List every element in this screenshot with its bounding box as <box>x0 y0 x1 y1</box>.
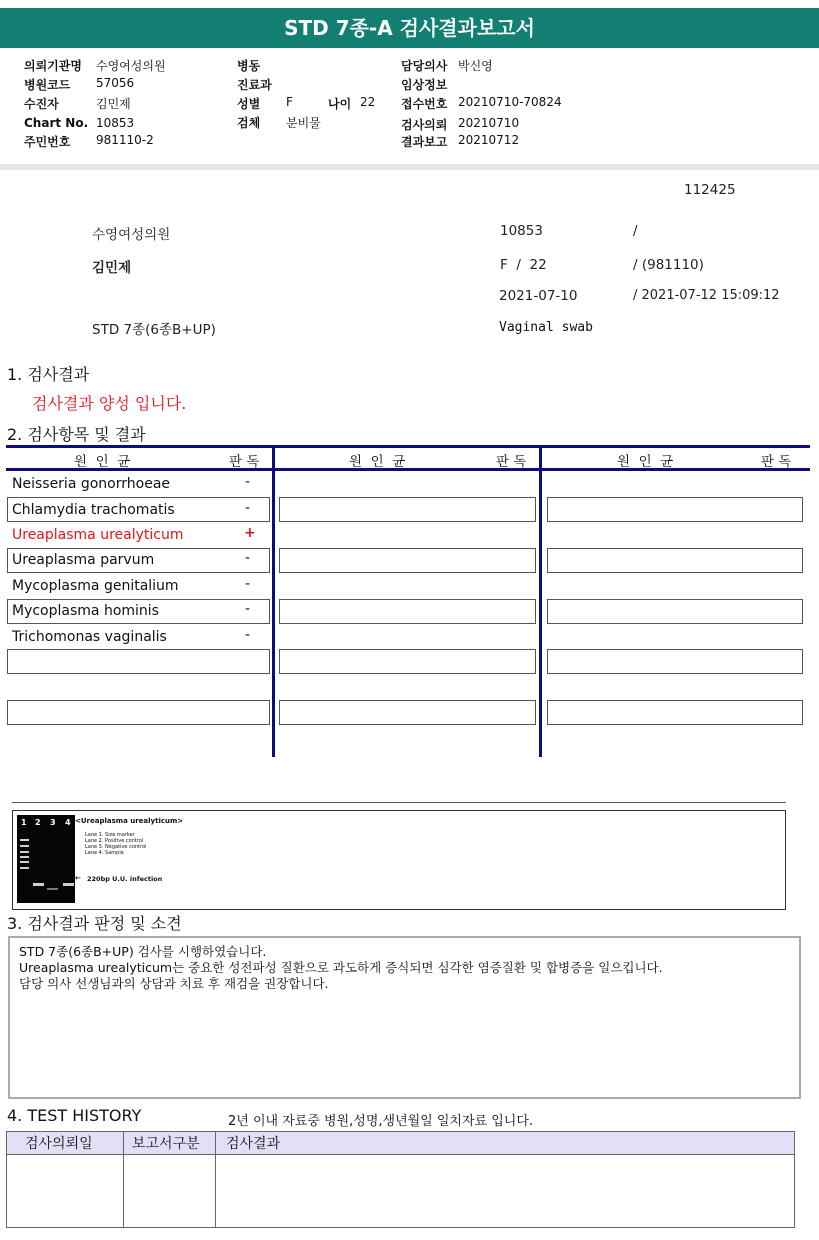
header-label: 담당의사 <box>401 59 448 73</box>
positive-control-band <box>33 883 44 886</box>
report-id-number: 112425 <box>684 182 736 198</box>
header-value: 57056 <box>96 76 135 90</box>
history-cell <box>216 1155 795 1228</box>
header-judgement: 판 독 <box>496 454 527 470</box>
row-box <box>279 599 536 624</box>
header-label: 의뢰기관명 <box>24 59 82 73</box>
findings-line: STD 7종(6종B+UP) 검사를 시행하였습니다. <box>19 944 267 959</box>
report-title: STD 7종-A 검사결과보고서 <box>0 8 819 48</box>
sex-value: F <box>286 95 293 109</box>
pathogen-result: - <box>245 627 251 643</box>
header-value: 20210710-70824 <box>458 95 562 109</box>
findings-line: Ureaplasma urealyticum는 중요한 성전파성 질환으로 과도하게 증식되면 심각한 염증질환 및 합병증을 일으킵니다. <box>19 960 663 975</box>
header-value: 김민제 <box>96 97 131 111</box>
gel-photo <box>17 815 75 903</box>
row-box <box>547 599 803 624</box>
header-value: 박신영 <box>458 59 493 73</box>
result-summary: 검사결과 양성 입니다. <box>32 394 187 413</box>
ladder-band <box>20 867 29 869</box>
pathogen-name-positive: Ureaplasma urealyticum <box>12 527 184 543</box>
header-label: 병동 <box>237 59 261 73</box>
report-datetime: / 2021-07-12 15:09:12 <box>633 288 780 303</box>
header-label: 수진자 <box>24 97 59 111</box>
table-top-rule <box>6 445 810 448</box>
gel-annotation: 220bp U.U. infection <box>87 875 163 883</box>
pathogen-name: Mycoplasma hominis <box>12 603 159 619</box>
column-divider <box>272 445 275 757</box>
specimen-type: Vaginal swab <box>499 320 593 335</box>
header-label: 검체 <box>237 116 261 130</box>
header-judgement: 판 독 <box>229 454 260 470</box>
chart-number: 10853 <box>500 223 543 239</box>
lane-number: 1 <box>21 818 27 827</box>
lane-number: 2 <box>35 818 41 827</box>
test-name: STD 7종(6종B+UP) <box>92 322 216 338</box>
row-box <box>547 649 803 674</box>
gel-annotation-arrow: ← <box>75 874 81 882</box>
header-pathogen: 원 인 균 <box>74 454 131 470</box>
row-box <box>547 700 803 725</box>
section4-title: 4. TEST HISTORY <box>7 1106 142 1125</box>
gel-title: <Ureaplasma urealyticum> <box>75 817 184 825</box>
pathogen-name: Mycoplasma genitalium <box>12 578 179 594</box>
header-value: 981110-2 <box>96 133 154 147</box>
ladder-band <box>20 839 29 841</box>
header-label: 병원코드 <box>24 78 71 92</box>
slash-separator: / <box>633 223 638 239</box>
legend-line: Lane 1. Size marker <box>85 832 135 838</box>
section2-title: 2. 검사항목 및 결과 <box>7 425 146 444</box>
ladder-band <box>20 851 29 853</box>
row-box <box>279 497 536 522</box>
pathogen-result: - <box>245 500 251 516</box>
legend-line: Lane 3. Negative control <box>85 844 147 850</box>
gel-top-rule <box>12 802 786 803</box>
column-divider <box>539 445 542 757</box>
header-value: 10853 <box>96 116 135 130</box>
birth-date: / (981110) <box>633 257 704 273</box>
header-pathogen: 원 인 균 <box>617 454 674 470</box>
gel-image <box>12 810 786 910</box>
findings-box <box>8 936 801 1099</box>
pathogen-result: - <box>245 550 251 566</box>
section1-title: 1. 검사결과 <box>7 365 90 384</box>
gel-legend <box>85 832 146 856</box>
header-value: 20210710 <box>458 116 520 130</box>
age-value: 22 <box>360 95 376 109</box>
header-label: 임상정보 <box>401 78 448 92</box>
row-box <box>7 700 270 725</box>
history-col-header: 검사결과 <box>216 1132 795 1155</box>
row-box <box>7 649 270 674</box>
history-header-row <box>7 1132 795 1155</box>
pathogen-name: Trichomonas vaginalis <box>12 629 167 645</box>
header-label: 결과보고 <box>401 135 448 149</box>
pathogen-name: Chlamydia trachomatis <box>12 502 175 518</box>
sample-band <box>63 883 74 886</box>
history-note: 2년 이내 자료중 병원,성명,생년월일 일치자료 입니다. <box>228 1114 534 1129</box>
header-divider <box>0 164 819 170</box>
row-box <box>547 497 803 522</box>
header-label: 진료과 <box>237 78 272 92</box>
request-date: 2021-07-10 <box>499 288 578 304</box>
header-label: 검사의뢰 <box>401 118 448 132</box>
patient-name: 김민제 <box>92 260 132 276</box>
lane-number: 4 <box>65 818 71 827</box>
history-cell <box>124 1155 216 1228</box>
section3-title: 3. 검사결과 판정 및 소견 <box>7 914 182 933</box>
lane-number: 3 <box>50 818 56 827</box>
pathogen-result: - <box>245 576 251 592</box>
specimen-value: 분비물 <box>286 116 321 130</box>
row-box <box>279 649 536 674</box>
legend-line: Lane 2. Positive control <box>85 838 144 844</box>
history-col-header: 검사의뢰일 <box>7 1132 124 1155</box>
row-box <box>279 548 536 573</box>
pathogen-name: Neisseria gonorrhoeae <box>12 476 171 492</box>
header-label: 성별 <box>237 97 261 111</box>
header-label: 나이 <box>328 97 352 111</box>
pathogen-result: - <box>245 474 251 490</box>
history-col-header: 보고서구분 <box>124 1132 216 1155</box>
history-cell <box>7 1155 124 1228</box>
header-value: 수영여성의원 <box>96 59 166 73</box>
ladder-band <box>20 856 29 858</box>
header-label: Chart No. <box>24 116 89 130</box>
header-value: 20210712 <box>458 133 520 147</box>
pathogen-result: - <box>245 601 251 617</box>
row-box <box>547 548 803 573</box>
history-row <box>7 1155 795 1228</box>
findings-line: 담당 의사 선생님과의 상담과 치료 후 재검을 권장합니다. <box>19 976 329 991</box>
ladder-band <box>20 845 29 847</box>
faint-band <box>47 888 58 890</box>
row-box <box>279 700 536 725</box>
history-table <box>6 1131 795 1228</box>
pathogen-name: Ureaplasma parvum <box>12 552 155 568</box>
header-label: 주민번호 <box>24 135 71 149</box>
header-judgement: 판 독 <box>761 454 792 470</box>
header-pathogen: 원 인 균 <box>349 454 406 470</box>
pathogen-result-positive: + <box>244 525 256 541</box>
legend-line: Lane 4. Sample <box>85 850 124 856</box>
clinic-name: 수영여성의원 <box>92 227 171 243</box>
ladder-band <box>20 861 29 863</box>
sex-age: F / 22 <box>500 257 547 273</box>
header-label: 접수번호 <box>401 97 448 111</box>
